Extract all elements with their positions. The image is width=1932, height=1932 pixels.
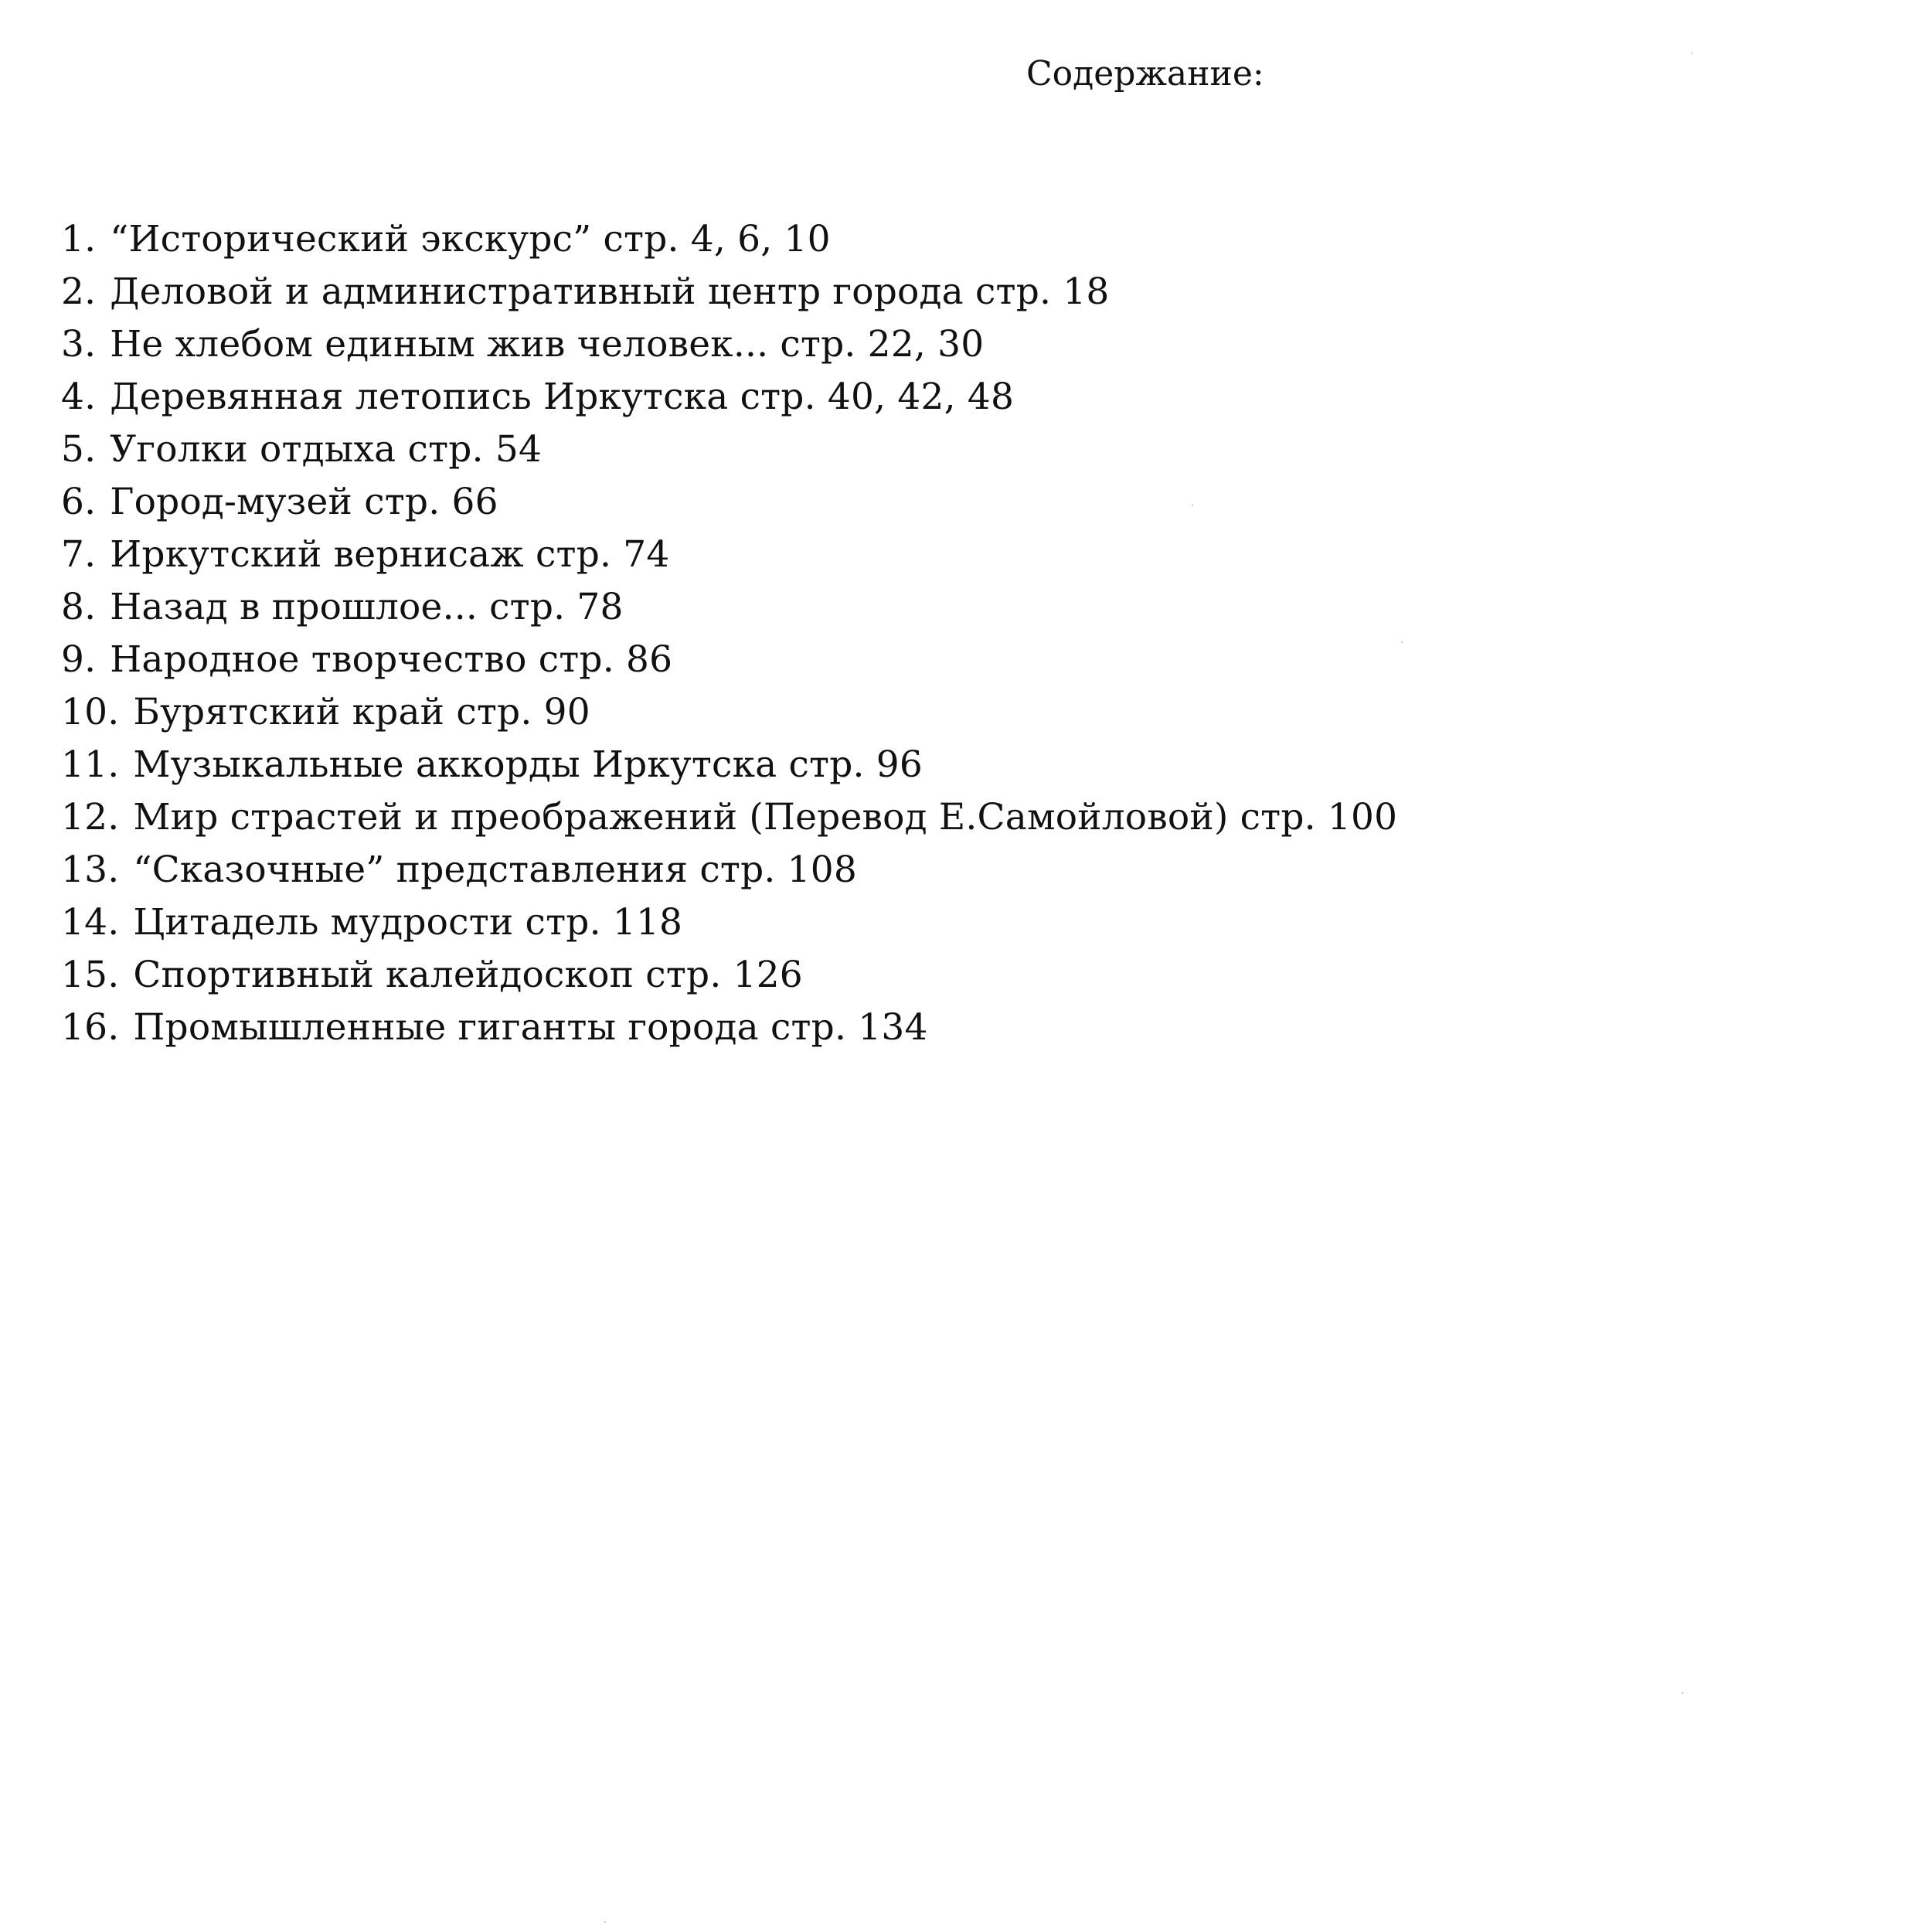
toc-item-text: “Сказочные” представления стр. 108	[133, 849, 857, 891]
scan-speck	[1192, 505, 1193, 506]
toc-item	[61, 686, 1397, 739]
toc-item-text: “Исторический экскурс” стр. 4, 6, 10	[110, 218, 831, 260]
toc-item-text: Иркутский вернисаж стр. 74	[110, 533, 670, 576]
toc-item	[61, 1002, 1397, 1054]
scan-speck	[604, 1921, 606, 1923]
scan-speck	[1401, 641, 1403, 643]
toc-item	[61, 634, 1397, 686]
toc-list	[61, 213, 1397, 1054]
toc-item-text: Музыкальные аккорды Иркутска стр. 96	[133, 743, 923, 786]
toc-item	[61, 371, 1397, 423]
toc-item-number: 11.	[61, 743, 120, 786]
toc-item-text: Деревянная летопись Иркутска стр. 40, 42, 48	[110, 376, 1015, 418]
toc-item-number: 14.	[61, 901, 120, 944]
toc-item-number: 8.	[61, 586, 97, 628]
toc-item	[61, 476, 1397, 529]
toc-item-text: Промышленные гиганты города стр. 134	[133, 1006, 928, 1049]
toc-item	[61, 739, 1397, 791]
toc-item-text: Мир страстей и преображений (Перевод Е.Самойловой) стр. 100	[133, 796, 1398, 838]
toc-item-number: 5.	[61, 428, 97, 471]
toc-item	[61, 213, 1397, 266]
toc-item-text: Назад в прошлое... стр. 78	[110, 586, 624, 628]
toc-item	[61, 896, 1397, 949]
toc-item-number: 7.	[61, 533, 97, 576]
toc-item	[61, 423, 1397, 476]
toc-item-text: Деловой и административный центр города стр. 18	[110, 270, 1110, 313]
toc-item	[61, 844, 1397, 896]
toc-item	[61, 266, 1397, 318]
toc-item-text: Уголки отдыха стр. 54	[110, 428, 543, 471]
toc-item	[61, 949, 1397, 1002]
toc-item-number: 6.	[61, 481, 97, 523]
toc-item	[61, 581, 1397, 634]
toc-item-number: 16.	[61, 1006, 120, 1049]
toc-item-text: Не хлебом единым жив человек... стр. 22, 30	[110, 323, 985, 366]
toc-title: Содержание:	[1026, 54, 1264, 94]
toc-item-number: 2.	[61, 270, 97, 313]
toc-item-text: Цитадель мудрости стр. 118	[133, 901, 683, 944]
toc-item-text: Город-музей стр. 66	[110, 481, 498, 523]
toc-item-number: 12.	[61, 796, 120, 838]
scan-speck	[1691, 53, 1692, 54]
toc-item-text: Народное творчество стр. 86	[110, 638, 673, 681]
scan-speck	[1682, 1692, 1683, 1694]
toc-item-number: 9.	[61, 638, 97, 681]
toc-item-number: 1.	[61, 218, 97, 260]
toc-item-number: 10.	[61, 691, 120, 733]
toc-item	[61, 529, 1397, 581]
toc-item-number: 13.	[61, 849, 120, 891]
toc-item	[61, 318, 1397, 371]
toc-item-number: 3.	[61, 323, 97, 366]
toc-item	[61, 791, 1397, 844]
toc-item-text: Спортивный калейдоскоп стр. 126	[133, 954, 803, 996]
toc-item-number: 15.	[61, 954, 120, 996]
toc-item-text: Бурятский край стр. 90	[133, 691, 590, 733]
toc-item-number: 4.	[61, 376, 97, 418]
